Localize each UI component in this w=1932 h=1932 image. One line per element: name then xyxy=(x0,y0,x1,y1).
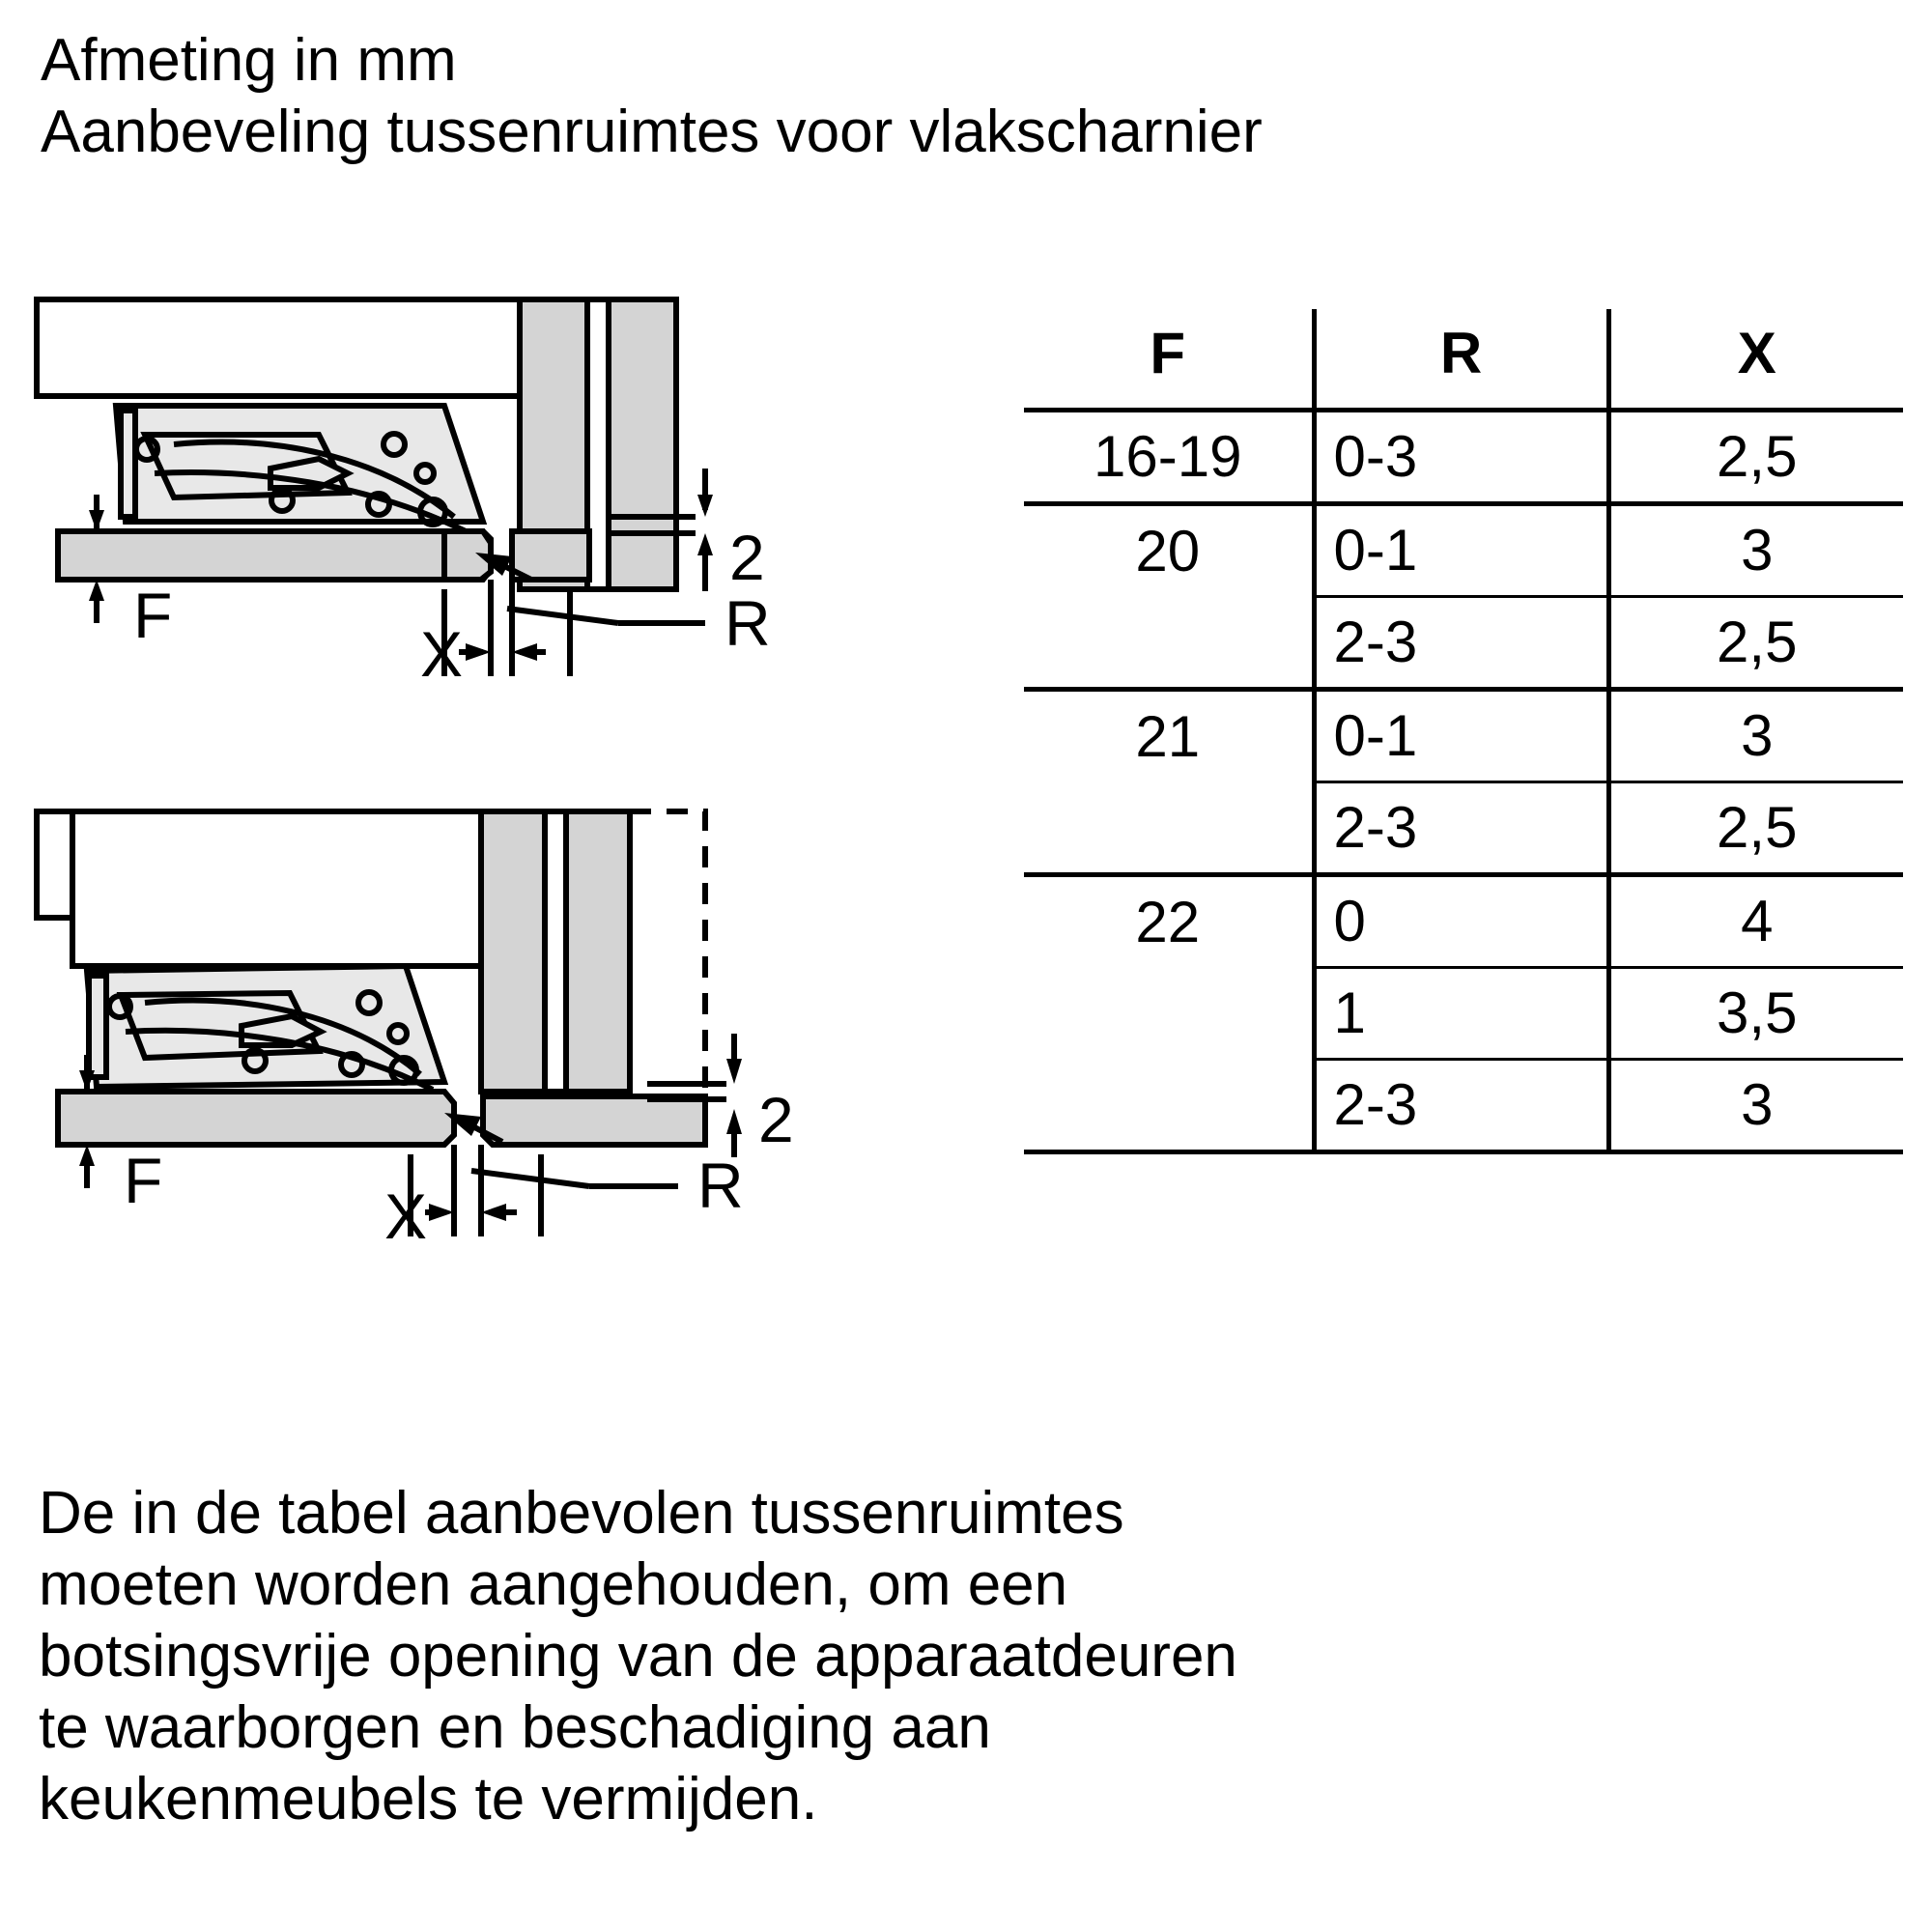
table-row xyxy=(1024,1060,1903,1152)
cell-r: 0-3 xyxy=(1314,411,1608,504)
table-row xyxy=(1024,968,1903,1060)
cell-r: 2-3 xyxy=(1314,597,1608,690)
note-paragraph xyxy=(39,1478,1903,1835)
cell-r: 0 xyxy=(1314,875,1608,968)
table-body xyxy=(1024,411,1903,1152)
table-row xyxy=(1024,690,1903,782)
label-f-top: F xyxy=(133,580,173,651)
cell-x: 3,5 xyxy=(1608,968,1903,1060)
cell-x: 2,5 xyxy=(1608,782,1903,875)
table-row xyxy=(1024,411,1903,504)
cell-f: 22 xyxy=(1024,875,1314,968)
cell-f: 16-19 xyxy=(1024,411,1314,504)
title-line-2: Aanbeveling tussenruimtes voor vlakscharnier xyxy=(41,99,1263,165)
cell-x: 3 xyxy=(1608,1060,1903,1152)
cell-x: 2,5 xyxy=(1608,411,1903,504)
label-r-top: R xyxy=(724,587,771,659)
cell-x: 3 xyxy=(1608,504,1903,597)
hinge-diagram-top xyxy=(29,290,918,797)
hinge-diagrams xyxy=(29,290,918,1333)
label-x-top: X xyxy=(420,618,464,690)
page-title xyxy=(41,25,1895,168)
table-header-f: F xyxy=(1024,309,1314,411)
cell-x: 2,5 xyxy=(1608,597,1903,690)
cell-f xyxy=(1024,968,1314,1060)
table-row xyxy=(1024,504,1903,597)
note-line-5: keukenmeubels te vermijden. xyxy=(39,1766,818,1833)
cell-x: 4 xyxy=(1608,875,1903,968)
table-row xyxy=(1024,597,1903,690)
note-line-1: De in de tabel aanbevolen tussenruimtes xyxy=(39,1480,1124,1547)
table-header-row xyxy=(1024,309,1903,411)
clearance-table-wrap xyxy=(1024,309,1903,1154)
cell-x: 3 xyxy=(1608,690,1903,782)
table-header-x: X xyxy=(1608,309,1903,411)
label-x-bottom: X xyxy=(384,1180,428,1252)
clearance-table xyxy=(1024,309,1903,1154)
note-line-2: moeten worden aangehouden, om een xyxy=(39,1551,1068,1618)
note-line-3: botsingsvrije opening van de apparaatdeuren xyxy=(39,1623,1237,1690)
cell-f xyxy=(1024,782,1314,875)
table-header-r: R xyxy=(1314,309,1608,411)
table-row xyxy=(1024,875,1903,968)
note-line-4: te waarborgen en beschadiging aan xyxy=(39,1694,991,1761)
cell-r: 2-3 xyxy=(1314,782,1608,875)
table-row xyxy=(1024,782,1903,875)
cell-r: 2-3 xyxy=(1314,1060,1608,1152)
title-line-1: Afmeting in mm xyxy=(41,27,457,94)
label-f-bottom: F xyxy=(124,1145,163,1216)
hinge-diagram-bottom xyxy=(29,802,918,1328)
label-gap-top: 2 xyxy=(729,522,765,593)
cell-f xyxy=(1024,1060,1314,1152)
label-r-bottom: R xyxy=(697,1150,744,1221)
cell-f xyxy=(1024,597,1314,690)
cell-r: 0-1 xyxy=(1314,504,1608,597)
cell-r: 1 xyxy=(1314,968,1608,1060)
label-gap-bottom: 2 xyxy=(758,1084,794,1155)
cell-f: 21 xyxy=(1024,690,1314,782)
cell-f: 20 xyxy=(1024,504,1314,597)
cell-r: 0-1 xyxy=(1314,690,1608,782)
